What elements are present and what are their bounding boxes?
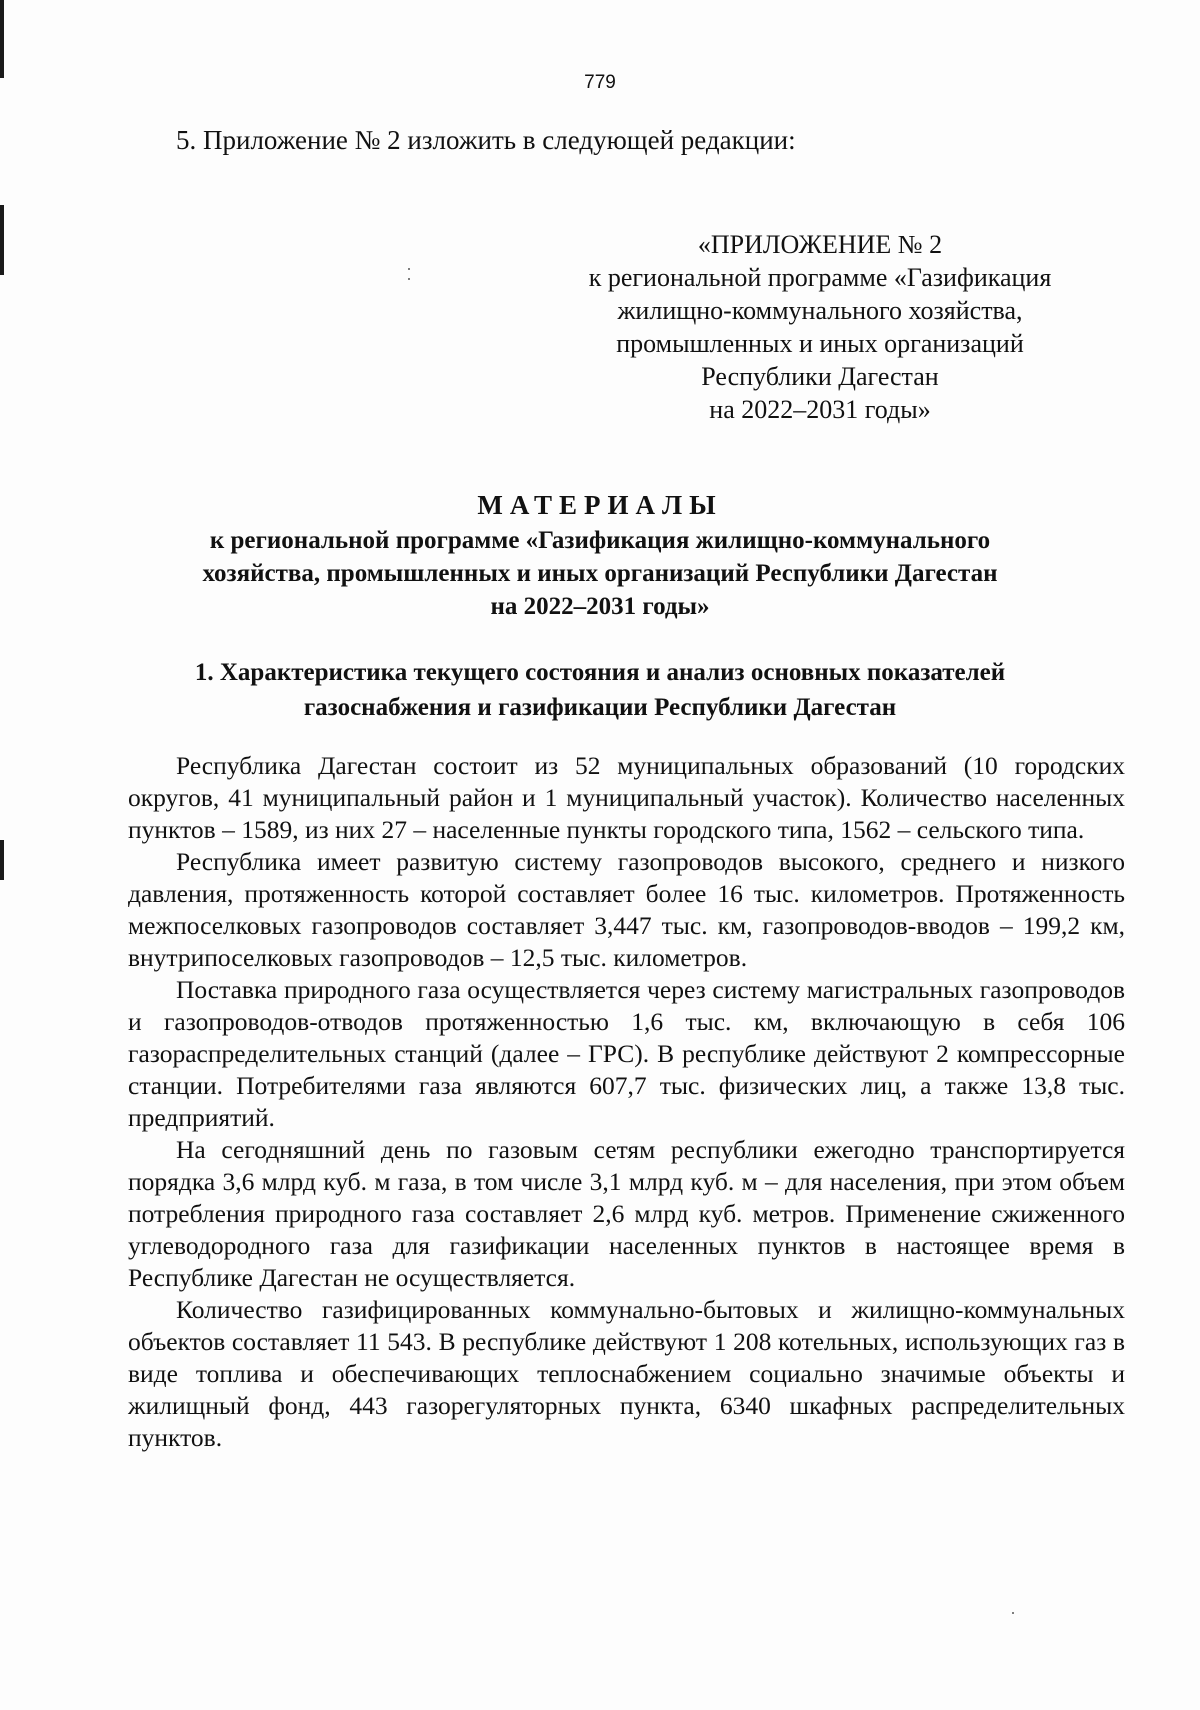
scan-dust: [408, 268, 410, 270]
section-heading: [0, 655, 1200, 725]
subtitle-line: к региональной программе «Газификация жилищно-коммунального: [209, 527, 991, 554]
intro-line: 5. Приложение № 2 изложить в следующей редакции:: [176, 125, 796, 155]
scan-edge-mark: [0, 0, 4, 78]
page-number: 779: [584, 72, 616, 93]
body-text: [128, 750, 1125, 1454]
document-title: МАТЕРИАЛЫ: [477, 490, 723, 520]
scan-edge-mark: [0, 205, 4, 275]
appendix-heading-line: на 2022–2031 годы»: [709, 395, 931, 424]
appendix-heading: [560, 228, 1080, 426]
paragraph: Количество газифицированных коммунально-бытовых и жилищно-коммунальных объектов составляет 11 543. В республике действуют 1 208 котельных, использующих газ в виде топлива и обеспечивающих теплоснабжением социально значимые объекты и жилищный фонд, 443 газорегуляторных пункта, 6340 шкафных распределительных пунктов.: [128, 1295, 1125, 1452]
paragraph: Республика Дагестан состоит из 52 муниципальных образований (10 городских округов, 41 муниципальный район и 1 муниципальный участок). Количество населенных пунктов – 1589, из них 27 – населенные пункты городского типа, 1562 – сельского типа.: [128, 751, 1125, 844]
paragraph: На сегодняшний день по газовым сетям республики ежегодно транспортируется порядка 3,6 млрд куб. м газа, в том числе 3,1 млрд куб. м – для населения, при этом объем потребления природного газа составляет 2,6 млрд куб. метров. Применение сжиженного углеводородного газа для газификации населенных пунктов в настоящее время в Республике Дагестан не осуществляется.: [128, 1135, 1125, 1292]
paragraph: Поставка природного газа осуществляется через систему магистральных газопроводов и газопроводов-отводов протяженностью 1,6 тыс. км, включающую в себя 106 газораспределительных станций (далее – ГРС). В республике действуют 2 компрессорные станции. Потребителями газа являются 607,7 тыс. физических лиц, а также 13,8 тыс. предприятий.: [128, 975, 1125, 1132]
section-heading-line: газоснабжения и газификации Республики Дагестан: [303, 694, 897, 721]
appendix-heading-line: жилищно-коммунального хозяйства,: [617, 296, 1023, 325]
scan-dust: [1012, 1612, 1014, 1614]
scan-dust: [408, 278, 410, 280]
appendix-heading-line: «ПРИЛОЖЕНИЕ № 2: [697, 230, 943, 259]
document-subtitle: [0, 524, 1200, 623]
subtitle-line: хозяйства, промышленных и иных организаций Республики Дагестан: [202, 560, 998, 587]
appendix-heading-line: Республики Дагестан: [701, 362, 939, 391]
scan-edge-mark: [0, 840, 4, 880]
appendix-heading-line: к региональной программе «Газификация: [588, 263, 1052, 292]
section-heading-line: 1. Характеристика текущего состояния и анализ основных показателей: [194, 659, 1006, 686]
subtitle-line: на 2022–2031 годы»: [490, 593, 710, 620]
paragraph: Республика имеет развитую систему газопроводов высокого, среднего и низкого давления, протяженность которой составляет более 16 тыс. километров. Протяженность межпоселковых газопроводов составляет 3,447 тыс. км, газопроводов-вводов – 199,2 км, внутрипоселковых газопроводов – 12,5 тыс. километров.: [128, 847, 1125, 972]
appendix-heading-line: промышленных и иных организаций: [616, 329, 1024, 358]
